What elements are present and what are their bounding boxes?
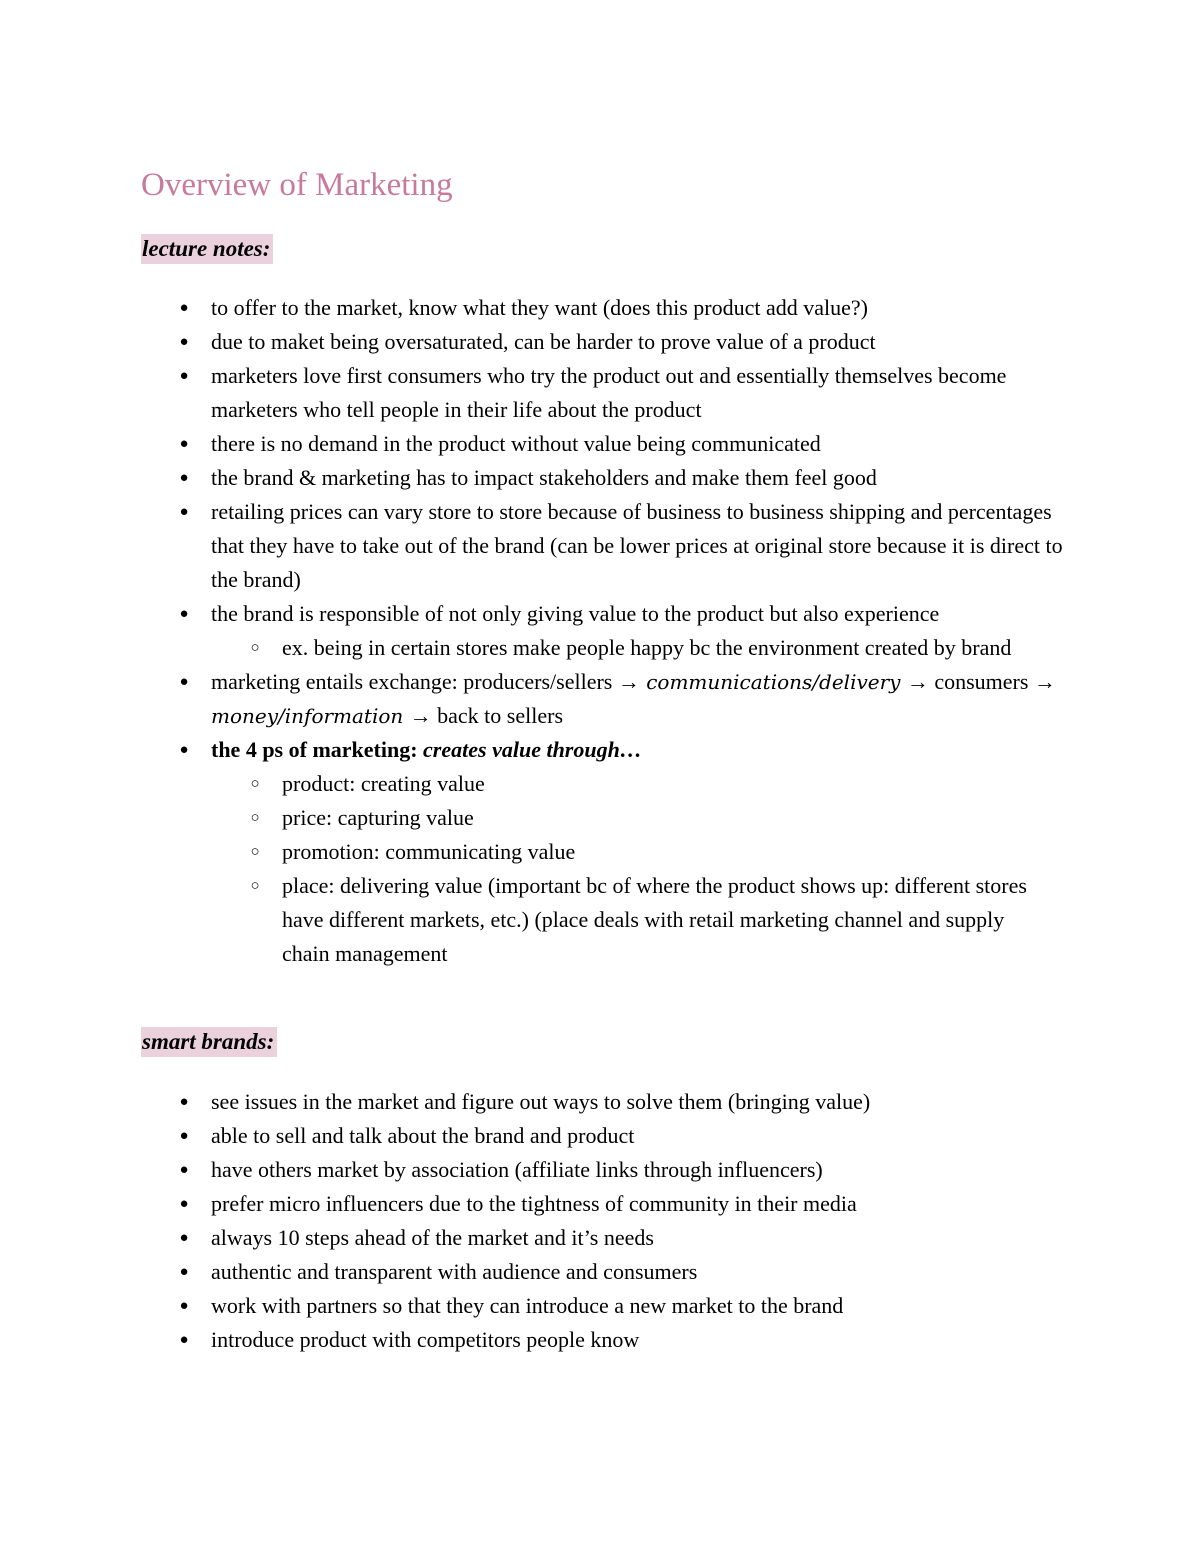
list-item: ● introduce product with competitors people know xyxy=(0,1323,1071,1357)
hollow-bullet-icon: ○ xyxy=(250,776,260,792)
sub-list-item: ○ ex. being in certain stores make people happy bc the environment created by brand xyxy=(0,631,1042,665)
sub-list-item: ○ place: delivering value (important bc of where the product shows up: different stores have different markets, etc.) (place deals with retail marketing channel and supply chain management xyxy=(0,869,1042,971)
bullet-icon: ● xyxy=(179,1094,189,1110)
list-item: ● prefer micro influencers due to the tightness of community in their media xyxy=(0,1187,1071,1221)
arrow-icon: → xyxy=(1033,669,1056,694)
list-item-exchange: ● marketing entails exchange: producers/sellers → communications/delivery → consumers → money/information → back to sellers xyxy=(0,665,1071,733)
list-item: ● have others market by association (affiliate links through influencers) xyxy=(0,1153,1071,1187)
sub-list-item: ○ promotion: communicating value xyxy=(0,835,1042,869)
bullet-icon: ● xyxy=(179,334,189,350)
list-item: ● see issues in the market and figure out ways to solve them (bringing value) xyxy=(0,1085,1071,1119)
bullet-icon: ● xyxy=(179,368,189,384)
list-item: ● able to sell and talk about the brand and product xyxy=(0,1119,1071,1153)
list-item: ● work with partners so that they can introduce a new market to the brand xyxy=(0,1289,1071,1323)
bullet-icon: ● xyxy=(179,1196,189,1212)
bullet-icon: ● xyxy=(179,1162,189,1178)
list-item: ● to offer to the market, know what they want (does this product add value?) xyxy=(0,291,1071,325)
section-heading-smart-brands: smart brands: xyxy=(141,1027,277,1057)
hollow-bullet-icon: ○ xyxy=(250,640,260,656)
bullet-icon: ● xyxy=(179,1332,189,1348)
hollow-bullet-icon: ○ xyxy=(250,878,260,894)
document-title: Overview of Marketing xyxy=(141,167,453,203)
smart-brands-list xyxy=(0,1085,1071,1357)
arrow-icon: → xyxy=(906,669,929,694)
hollow-bullet-icon: ○ xyxy=(250,844,260,860)
list-item: ● marketers love first consumers who try the product out and essentially themselves become marketers who tell people in their life about the product xyxy=(0,359,1071,427)
list-item: ● due to maket being oversaturated, can be harder to prove value of a product xyxy=(0,325,1071,359)
list-item-4ps: ● the 4 ps of marketing: creates value through… xyxy=(0,733,1071,767)
list-item: ● the brand & marketing has to impact stakeholders and make them feel good xyxy=(0,461,1071,495)
list-item: ● there is no demand in the product without value being communicated xyxy=(0,427,1071,461)
bullet-icon: ● xyxy=(179,1230,189,1246)
arrow-icon: → xyxy=(409,703,432,728)
list-item: ● always 10 steps ahead of the market and it’s needs xyxy=(0,1221,1071,1255)
bullet-icon: ● xyxy=(179,674,189,690)
list-item: ● authentic and transparent with audience and consumers xyxy=(0,1255,1071,1289)
bullet-icon: ● xyxy=(179,470,189,486)
bullet-icon: ● xyxy=(179,504,189,520)
arrow-icon: → xyxy=(617,669,640,694)
bullet-icon: ● xyxy=(179,1128,189,1144)
sub-list-item: ○ price: capturing value xyxy=(0,801,1042,835)
bullet-icon: ● xyxy=(179,742,189,758)
sub-list-item: ○ product: creating value xyxy=(0,767,1042,801)
bullet-icon: ● xyxy=(179,1264,189,1280)
bullet-icon: ● xyxy=(179,300,189,316)
hollow-bullet-icon: ○ xyxy=(250,810,260,826)
section-heading-lecture-notes: lecture notes: xyxy=(141,234,273,264)
bullet-icon: ● xyxy=(179,436,189,452)
list-item: ● the brand is responsible of not only giving value to the product but also experience xyxy=(0,597,1071,631)
bullet-icon: ● xyxy=(179,1298,189,1314)
bullet-icon: ● xyxy=(179,606,189,622)
list-item: ● retailing prices can vary store to store because of business to business shipping and percentages that they have to take out of the brand (can be lower prices at original store because it is direct to the brand) xyxy=(0,495,1071,597)
lecture-notes-list xyxy=(0,291,1071,971)
